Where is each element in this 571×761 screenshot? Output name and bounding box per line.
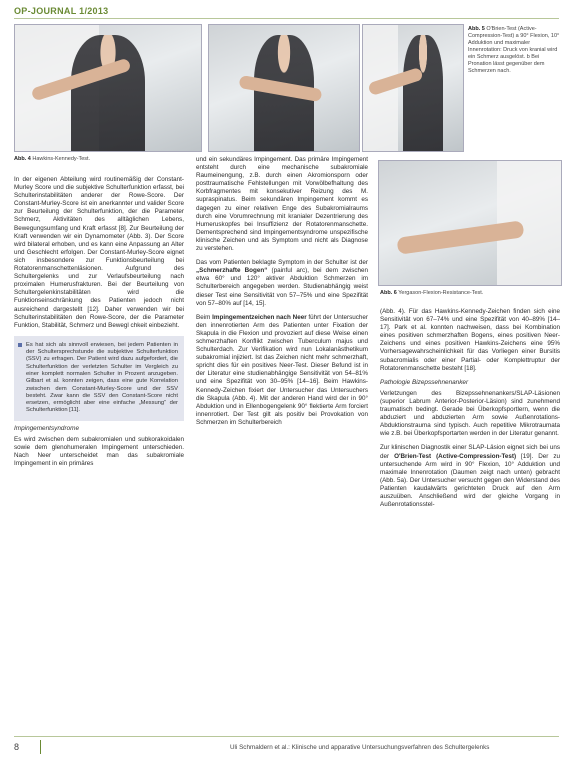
column-1 [14,176,184,474]
col1-paragraph-1: In der eigenen Abteilung wird routinemäßig der Constant-Murley Score und die subjektive Schulterfunktion erfasst, bei Schulterinstabilitäten anderer der Rowe-Score. Der Constant-Murley-Score ist ein anerkannter und valider Score zur Beurteilung der Schulterfunktion, der die Parameter Schmerz, Aktivitäten des alltäglichen Lebens, Bewegungsumfang und Kraft erfasst [8]. Zur Beurteilung der Kraft verwenden wir ein Dynamometer (Abb. 3). Der Score wird bilateral erhoben, und es kann eine Anpassung an Alter und Geschlecht erfolgen. Der Constant-Murley-Score eignet sich insbesondere zur Funktionsbeurteilung bei Rotatorenmanschettenläsionen. Aufgrund des Schultergelenks und zur Verlaufsbeurteilung nach proximalen Humerusfrakturen. Bei der Beurteilung von Schultergelenkinstabilitäten wird die Funktionseinschränkung des Patienten jedoch nicht ausreichend dargestellt [12]. Daher verwenden wir bei Schulterinstabilitäten den Rowe-Score, der die Parameter Funktion, Stabilität, Schmerz und Bewegl chkeit einbezieht. [14,176,184,329]
figure-4-photo [14,24,202,152]
figure-4-caption: Abb. 4 Hawkins-Kennedy-Test. [14,156,91,162]
col3-paragraph-3: Zur klinischen Diagnostik einer SLAP-Läsion eignet sich bei uns der O'Brien-Test (Active-Compression-Test) [19]. Der zu untersuchende Arm wird in 90° Flexion, 10° Adduktion und maximale Innenrotation (Daumen zeigt nach unten) gebracht (Abb. 5a). Der Untersucher versucht gegen den Widerstand des Patienten kaudalwärts gerichteten Druck auf den Arm auszuüben. Anschließend wird der gleiche Vorgang in Außenrotationsstel- [380,444,560,509]
section-heading-impingement: Impingementsyndrome [14,424,80,432]
figure-6-caption: Abb. 6 Yergason-Flexion-Resistance-Test. [380,290,484,296]
column-2 [196,156,368,433]
col3-paragraph-2: Verletzungen des Bizepssehnenankers/SLAP-Läsionen (superior Labrum Anterior-Posterior-Läsion) sind zunehmend traumatisch bedingt. Gerade bei Überkopfsportlern, wenn die abduziert und abduzierten Arm sowie Außenrotations-Abduktionstrauma sind typisch. Auch repetitive Mikrotraumata wie z.B. bei Überkopfsportarten werden in der Literatur genannt. [380,389,560,438]
col2-paragraph-2: Das vom Patienten beklagte Symptom in der Schulter ist der „Schmerzhafte Bogen“ (painful arc), bei dem zwischen etwa 60° und 120° aktiver Abduktion Schmerzen im Schulterbereich angegeben werden. Studienabhängig weist dieser Test eine Sensitivität von 57–75% und eine Spezifität von 57–80% auf [14, 15]. [196,259,368,307]
info-box: Es hat sich als sinnvoll erwiesen, bei jedem Patienten in der Schultersprechstunde die subjektive Schulterfunktion (SSV) zu erfragen. Der Patient wird dazu aufgefordert, die Schulterfunktion der verletzten Schulter im Vergleich zu einer komplett normalen Schulter in Prozent anzugeben. Gilbart et al. konnten zeigen, dass eine gute Korrelation zwischen dem Constant-Murley-Score und der SSV besteht. Zwar kann die SSV den Constant-Score nicht ersetzen, ermöglicht aber eine einfache „Messung“ der Schulterfunktion [11]. [14,336,184,421]
col3-paragraph-1: (Abb. 4). Für das Hawkins-Kennedy-Zeichen finden sich eine Sensitivität von 67–74% und eine Spezifität von 40–89% [14–17]. Park et al. konnten nachweisen, dass bei Kombination eines positiven schmerzhaften Bogens, eines positiven Neer-Zeichens und eines positiven Hawkins-Zeichens eine 95% Vorhersagewahrscheinlichkeit für das Vorliegen einer Bursitis subacromialis oder einer Partial- oder Komplettruptur der Rotatorenmanschette besteht [18]. [380,308,560,372]
figure-5b-photo [362,24,464,152]
footer-rule [14,736,559,737]
figure-5a-photo [208,24,360,152]
col1-paragraph-2: Es wird zwischen dem subakromialen und subkorakoidalen sowie dem glenohumeralen Impingement unterschieden. Nach Neer unterscheidet man das subakromiale Impingement in ein primäres [14,435,184,468]
col2-paragraph-3: Beim Impingementzeichen nach Neer führt der Untersucher den innenrotierten Arm des Patienten unter Fixation der Skapula in die Flexion und provoziert auf diese Weise einen schmerzhaften Konflikt zwischen Tuberculum majus und Schulterdach. Zur Verifikation wird nun Lokalanästhetikum subakromial injiziert. Ist das Zeichen nicht mehr schmerzhaft, spricht dies für ein positives Neer-Test. Dieser Befund ist in der Literatur eine studienabhängige Sensitivität von 54–81% und eine Spezifität von 30–95% [14–16]. Beim Hawkins-Kennedy-Zeichen fixiert der Untersucher das Untersuchers die Skapula (Abb. 4). Mit der anderen Hand wird der in 90° Abduktion und in Ellenbogengelenk 90° flektierte Arm forciert innenrotiert. Der Test gilt als positiv bei Provokation von Schmerzen im Schulterbereich [196,313,368,426]
page-number: 8 [14,742,20,752]
footer-divider [40,740,41,754]
column-3 [380,308,560,515]
figure-5-caption: Abb. 5 O'Brien-Test (Active-Compression-Test) a 90° Flexion, 10° Adduktion und maximaler Innenrotation: Druck von kranial wird ein Schmerz ausgelöst. b Bei Pronation lässt gegenüber dem Schmerzen nach. [468,26,560,74]
figure-6-photo [378,160,562,286]
info-box-marker-icon [18,343,22,347]
journal-header: OP-JOURNAL 1/2013 [14,6,109,16]
header-rule [14,18,559,19]
col2-paragraph-1: und ein sekundäres Impingement. Das primäre Impingement entsteht durch eine mechanische subakromiale Raumeinengung, z.B. durch einen Akromionsporn oder posttraumatische Fehlstellungen mit Vorwölbefhaltung des Korbfragmentes mit konsekutiver Reizung des M. supraspinatus. Beim sekundären Impingement kommt es dagegen zu einer relativen Enge des Subakromialraums durch eine Vorumrechnung mit kranialer Dezentrierung des Humeruskopfes bei Insuffizienz der Rotatorenmanschette. Dementsprechend sind Impingementsyndrome unspezifische klinische Zeichen und als Symptom und nicht als Diagnose zu verstehen. [196,156,368,253]
footer-running-title: Uli Schmaldern et al.: Klinische und apparative Untersuchungsverfahren des Schultergelenks [230,744,490,751]
section-heading-biceps: Pathologie Bizepssehnenanker [380,378,469,386]
